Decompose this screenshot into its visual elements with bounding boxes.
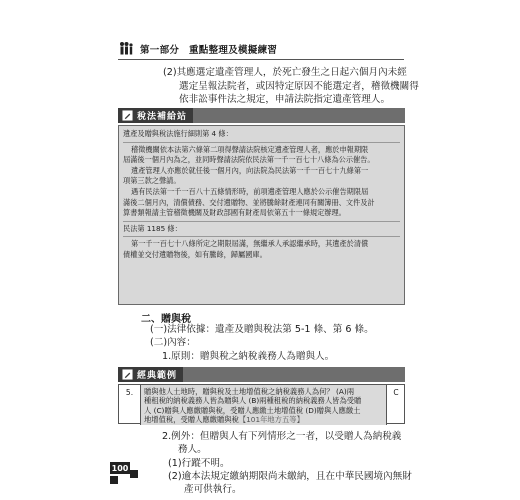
question-source: 【101年地方五等】 [238,415,304,425]
rule-text: 稽徵機關依本法第六條第二項得聲請法院核定遺產管理人者，應於申報期限 [131,144,369,154]
rule-title-1: 遺產及贈與稅法施行細則第 4 條： [123,129,233,138]
rule-text: 滿後二個月內，清償債務、交付遺贈物、並將騰餘財產連同有關簿冊、文件及計 [123,197,375,207]
intro-line-3: 依非訟事件法之規定，申請法院指定遺產管理人。 [179,94,391,105]
example-tag [118,367,405,382]
tag-label: 稅法補給站 [118,108,193,123]
question-line: 種租稅的納稅義務人皆為贈與人 (B)兩種租稅的納稅義務人皆為受贈 [144,396,362,406]
header-divider [118,59,404,60]
intro-paragraph [163,66,421,107]
exception-item-2-cont: 產可供執行。 [184,484,242,495]
page-number: 100 [111,463,129,473]
exception-line-1: 2.例外：但贈與人有下列情形之一者，以受贈人為納稅義 [162,431,402,442]
rule-text: 第一千一百七十八條所定之期限屆滿，無繼承人承認繼承時，其遺產於清償 [131,239,369,249]
intro-label: (2) [163,67,177,78]
question-line: 人 (C)贈與人應繳贈與稅，受贈人應繳土地增值稅 (D)贈與人應繳土 [144,405,361,415]
rule-text: 屆滿後一個月內為之，並同時聲請法院依民法第一千一百七十八條為公示催告。 [123,155,375,165]
example-question [118,384,405,424]
page-header [118,39,398,59]
exception-item-2: (2)逾本法規定繳納期限尚未繳納，且在中華民國境內無財 [168,471,412,482]
intro-line-2: 選定呈報法院者，或因特定原因不能選定者，稽徵機關得 [179,80,419,92]
rule-text: 遇有民法第一千一百八十五條情形時，前項遺產管理人應於公示催告期限屆 [131,186,369,196]
pencil-icon [122,110,133,121]
corner-decoration [110,476,118,484]
answer: C [386,385,405,425]
rule-text: 遺產管理人亦應於就任後一個月內，向法院為民法第一千一百七十九條第一 [131,165,369,175]
tax-supplement-tag [118,108,405,123]
tag-label: 經典範例 [118,367,183,382]
header-title: 第一部分 重點整理及模擬練習 [140,45,278,56]
rule-text: 算書類報請主管稽徵機關及財政部國有財產局依第五十一條規定辦理。 [123,208,346,218]
corner-decoration [130,470,138,478]
rule-title-2: 民法第 1185 條： [123,223,182,233]
content-heading: (二)內容： [150,337,196,348]
section-title: 二、贈與稅 [141,314,191,325]
tax-supplement-box [118,125,405,305]
rule-text: 項第三款之聲請。 [123,176,181,186]
question-number: 5. [119,385,141,425]
divider [123,142,400,143]
question-line: 贈與他人土地時，贈與稅及土地增值稅之納稅義務人為何？ (A)兩 [144,387,355,396]
intro-line-1: 其應選定遺產管理人，於死亡發生之日起六個月內未經 [176,67,407,78]
question-line: 地增值稅，受贈人應繳贈與稅【101年地方五等】 [144,415,304,425]
pencil-icon [122,369,133,380]
principle-text: 1.原則：贈與稅之納稅義務人為贈與人。 [162,351,335,362]
exception-line-2: 務人。 [178,444,207,455]
exception-item-1: (1)行蹤不明。 [168,458,230,469]
rule-text: 債權並交付遺贈物後，如有騰餘，歸屬國庫。 [123,249,267,259]
divider [123,221,400,222]
question-body [141,385,386,425]
law-basis: (一)法律依據：遺產及贈與稅法第 5-1 條、第 6 條。 [150,324,374,335]
people-icon [118,41,134,57]
divider [123,236,400,237]
